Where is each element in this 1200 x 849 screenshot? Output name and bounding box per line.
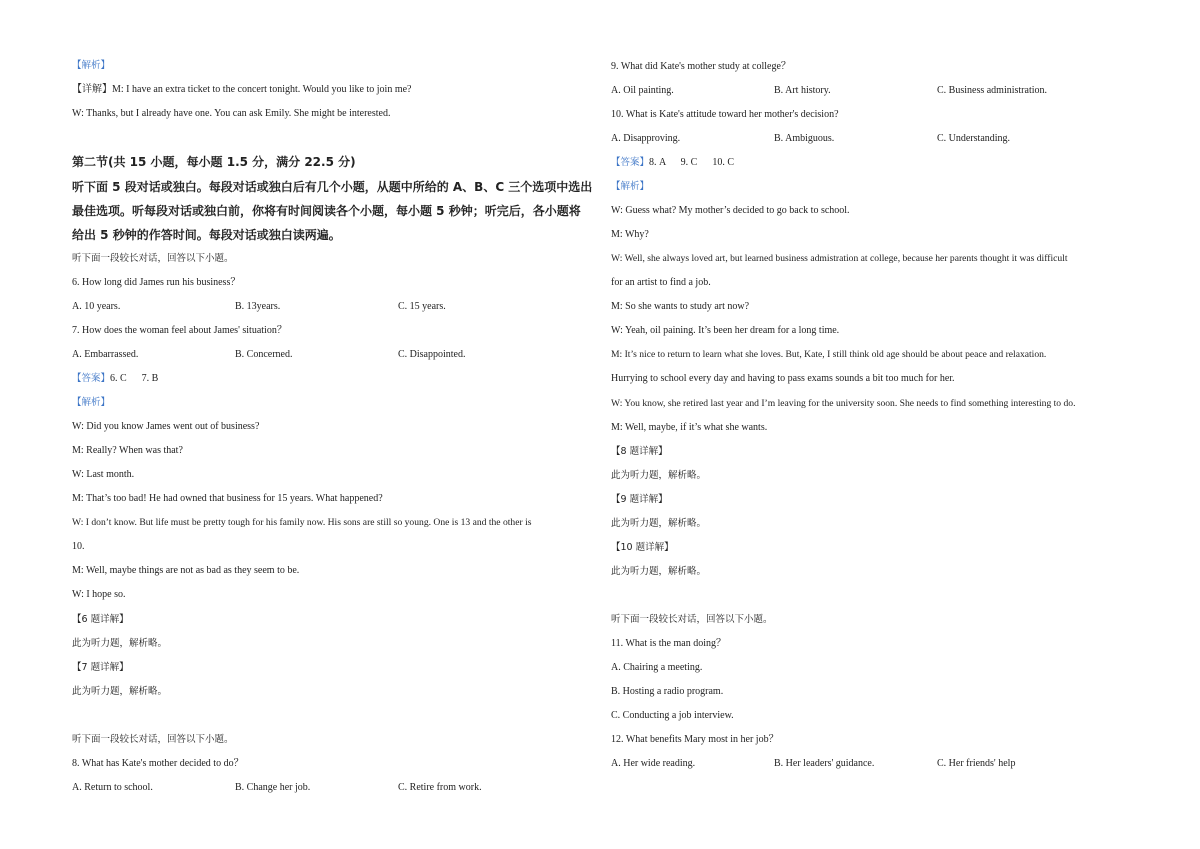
answer-values: 6. C 7. B	[110, 373, 159, 384]
analysis-label: 【解析】	[72, 60, 111, 71]
option-a: A. Oil painting.	[611, 85, 674, 96]
dialogue-line: W: Yeah, oil paining. It’s been her dream for a long time.	[611, 325, 840, 336]
instruction-line: 最佳选项。听每段对话或独白前，你将有时间阅读各个小题，每小题 5 秒钟；听完后，各小题将	[72, 204, 581, 218]
dialogue-line: W: I hope so.	[72, 589, 126, 600]
dialogue-line: 10.	[72, 541, 85, 552]
option-c: C. Retire from work.	[398, 782, 482, 793]
detail-heading: 【8 题详解】	[611, 446, 668, 457]
instruction-line: 给出 5 秒钟的作答时间。每段对话或独白读两遍。	[72, 228, 341, 242]
dialogue-line: M: Why?	[611, 229, 649, 240]
answer-label: 【答案】	[611, 157, 650, 168]
detail-heading: 【6 题详解】	[72, 614, 129, 625]
question-11: 11. What is the man doing？	[611, 638, 726, 649]
dialogue-line: for an artist to find a job.	[611, 277, 711, 288]
question-6: 6. How long did James run his business？	[72, 277, 241, 288]
section-title: 第二节(共 15 小题，每小题 1.5 分，满分 22.5 分)	[72, 155, 356, 169]
detail-heading: 【10 题详解】	[611, 542, 674, 553]
analysis-label: 【解析】	[72, 397, 111, 408]
dialogue-line: W: I don’t know. But life must be pretty tough for his family now. His sons are still so young. One is 13 and the other is	[72, 517, 532, 528]
option-c: C. 15 years.	[398, 301, 446, 312]
option-c: C. Disappointed.	[398, 349, 466, 360]
answer-values: 8. A 9. C 10. C	[649, 157, 735, 168]
passage-intro: 听下面一段较长对话，回答以下小题。	[72, 253, 234, 264]
option-b: B. 13years.	[235, 301, 281, 312]
dialogue-line: Hurrying to school every day and having to pass exams sounds a bit too much for her.	[611, 373, 955, 384]
option-b: B. Change her job.	[235, 782, 311, 793]
option-b: B. Concerned.	[235, 349, 293, 360]
option-b: B. Hosting a radio program.	[611, 686, 724, 697]
option-c: C. Her friends' help	[937, 758, 1016, 769]
passage-intro: 听下面一段较长对话，回答以下小题。	[611, 614, 773, 625]
question-7: 7. How does the woman feel about James' situation？	[72, 325, 287, 336]
instruction-line: 听下面 5 段对话或独白。每段对话或独白后有几个小题，从题中所给的 A、B、C 三个选项中选出	[72, 180, 593, 194]
dialogue-line: M: Well, maybe, if it’s what she wants.	[611, 422, 768, 433]
dialogue-line: W: Well, she always loved art, but learned business admistration at college, because her parents thought it was difficult	[611, 253, 1068, 264]
option-a: A. Return to school.	[72, 782, 153, 793]
question-12: 12. What benefits Mary most in her job？	[611, 734, 779, 745]
answer-line	[611, 156, 734, 170]
dialogue-line: W: Last month.	[72, 469, 135, 480]
option-a: A. Chairing a meeting.	[611, 662, 703, 673]
dialogue-line: M: Really? When was that?	[72, 445, 183, 456]
answer-label: 【答案】	[72, 373, 111, 384]
dialogue-line: W: You know, she retired last year and I’m leaving for the university soon. She needs to find something interesting to do.	[611, 398, 1076, 409]
option-c: C. Conducting a job interview.	[611, 710, 734, 721]
option-b: B. Art history.	[774, 85, 831, 96]
detail-heading: 【9 题详解】	[611, 494, 668, 505]
passage-intro: 听下面一段较长对话，回答以下小题。	[72, 734, 234, 745]
option-a: A. Her wide reading.	[611, 758, 696, 769]
dialogue-line: M: So she wants to study art now?	[611, 301, 750, 312]
option-c: C. Business administration.	[937, 85, 1047, 96]
option-a: A. Disapproving.	[611, 133, 681, 144]
analysis-label: 【解析】	[611, 181, 650, 192]
detail-text: 此为听力题，解析略。	[611, 470, 707, 481]
dialogue-line: W: Did you know James went out of business?	[72, 421, 260, 432]
option-b: B. Her leaders' guidance.	[774, 758, 875, 769]
dialogue-line: W: Guess what? My mother’s decided to go back to school.	[611, 205, 850, 216]
dialogue-line: M: Well, maybe things are not as bad as they seem to be.	[72, 565, 300, 576]
dialogue-line: M: That’s too bad! He had owned that business for 15 years. What happened?	[72, 493, 383, 504]
detail-text: 此为听力题，解析略。	[611, 566, 707, 577]
option-a: A. Embarrassed.	[72, 349, 139, 360]
detail-line: 【详解】M: I have an extra ticket to the concert tonight. Would you like to join me?	[72, 84, 412, 95]
question-9: 9. What did Kate's mother study at college？	[611, 61, 791, 72]
dialogue-line: M: It’s nice to return to learn what she loves. But, Kate, I still think old age should be about peace and relaxation.	[611, 349, 1047, 360]
dialogue-line: W: Thanks, but I already have one. You can ask Emily. She might be interested.	[72, 108, 391, 119]
option-b: B. Ambiguous.	[774, 133, 835, 144]
question-8: 8. What has Kate's mother decided to do？	[72, 758, 244, 769]
detail-heading: 【7 题详解】	[72, 662, 129, 673]
option-c: C. Understanding.	[937, 133, 1011, 144]
question-10: 10. What is Kate's attitude toward her mother's decision?	[611, 109, 839, 120]
detail-text: 此为听力题，解析略。	[611, 518, 707, 529]
answer-line	[72, 372, 158, 386]
detail-text: 此为听力题，解析略。	[72, 638, 168, 649]
option-a: A. 10 years.	[72, 301, 121, 312]
detail-text: 此为听力题，解析略。	[72, 686, 168, 697]
